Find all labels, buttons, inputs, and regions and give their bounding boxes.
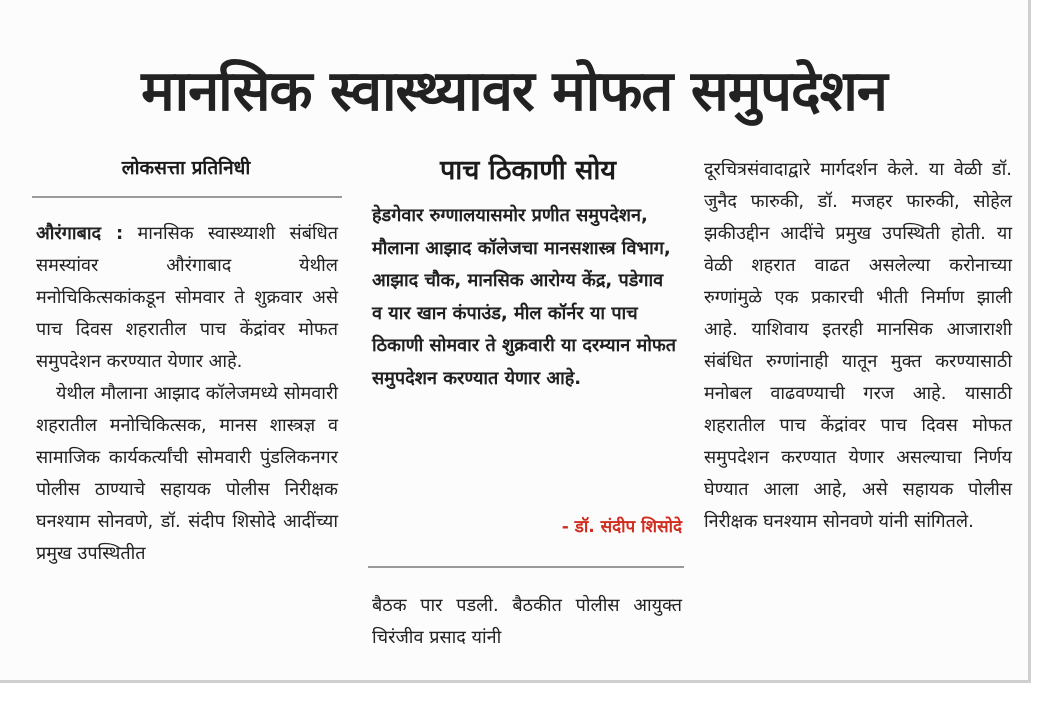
byline: लोकसत्ता प्रतिनिधी xyxy=(121,157,251,179)
box-body-text: हेडगेवार रुग्णालयासमोर प्रणीत समुपदेशन, मौलाना आझाद कॉलेजचा मानसशास्त्र विभाग, आझाद चौक, मानसिक आरोग्य केंद्र, पडेगाव व यार खान कंपाउंड, मील कॉर्नर या पाच ठिकाणी सोमवार ते शुक्रवारी या दरम्यान मोफत समुपदेशन करण्यात येणार आहे. xyxy=(372,205,677,389)
col1-para2: येथील मौलाना आझाद कॉलेजमध्ये सोमवारी शहरातील मनोचिकित्सक, मानस शास्त्रज्ञ व सामाजिक कार्यकर्त्यांची सोमवारी पुंडलिकनगर पोलीस ठाण्याचे सहायक पोलीस निरीक्षक घनश्याम सोनवणे, डॉ. संदीप शिसोदे आदींच्या प्रमुख उपस्थितीत xyxy=(36,383,338,564)
box-signature: - डॉ. संदीप शिसोदे xyxy=(561,517,682,537)
column-1 xyxy=(36,218,338,570)
col3-text: दूरचित्रसंवादाद्वारे मार्गदर्शन केले. या वेळी डॉ. जुनैद फारुकी, डॉ. मजहर फारुकी, सोहेल झकीउद्दीन आदींचे प्रमुख उपस्थिती होती. या वेळी शहरात वाढत असलेल्या करोनाच्या रुग्णांमुळे एक प्रकारची भीती निर्माण झाली आहे. याशिवाय इतरही मानसिक आजाराशी संबंधित रुग्णांनाही यातून मुक्त करण्यासाठी मनोबल वाढवण्याची गरज आहे. यासाठी शहरातील पाच केंद्रांवर पाच दिवस मोफत समुपदेशन करण्यात येणार असल्याचा निर्णय घेण्यात आला आहे, असे सहायक पोलीस निरीक्षक घनश्याम सोनवणे यांनी सांगितले. xyxy=(704,159,1012,532)
column-3 xyxy=(704,154,1012,538)
column-2-bottom xyxy=(372,590,682,654)
byline-divider xyxy=(32,196,342,198)
dateline: औरंगाबाद : xyxy=(36,223,124,244)
col1-para1 xyxy=(36,218,338,378)
box-heading: पाच ठिकाणी सोय xyxy=(439,155,617,186)
box-divider xyxy=(368,566,684,568)
col1-para1-text: मानसिक स्वास्थ्याशी संबंधित समस्यांवर औरंगाबाद येथील मनोचिकित्सकांकडून सोमवार ते शुक्रवार असे पाच दिवस शहरातील पाच केंद्रांवर मोफत समुपदेशन करण्यात येणार आहे. xyxy=(36,223,338,372)
col2-bottom-text: बैठक पार पडली. बैठकीत पोलीस आयुक्त चिरंजीव प्रसाद यांनी xyxy=(372,595,682,648)
box-body xyxy=(372,200,678,395)
headline: मानसिक स्वास्थ्यावर मोफत समुपदेशन xyxy=(141,59,887,124)
